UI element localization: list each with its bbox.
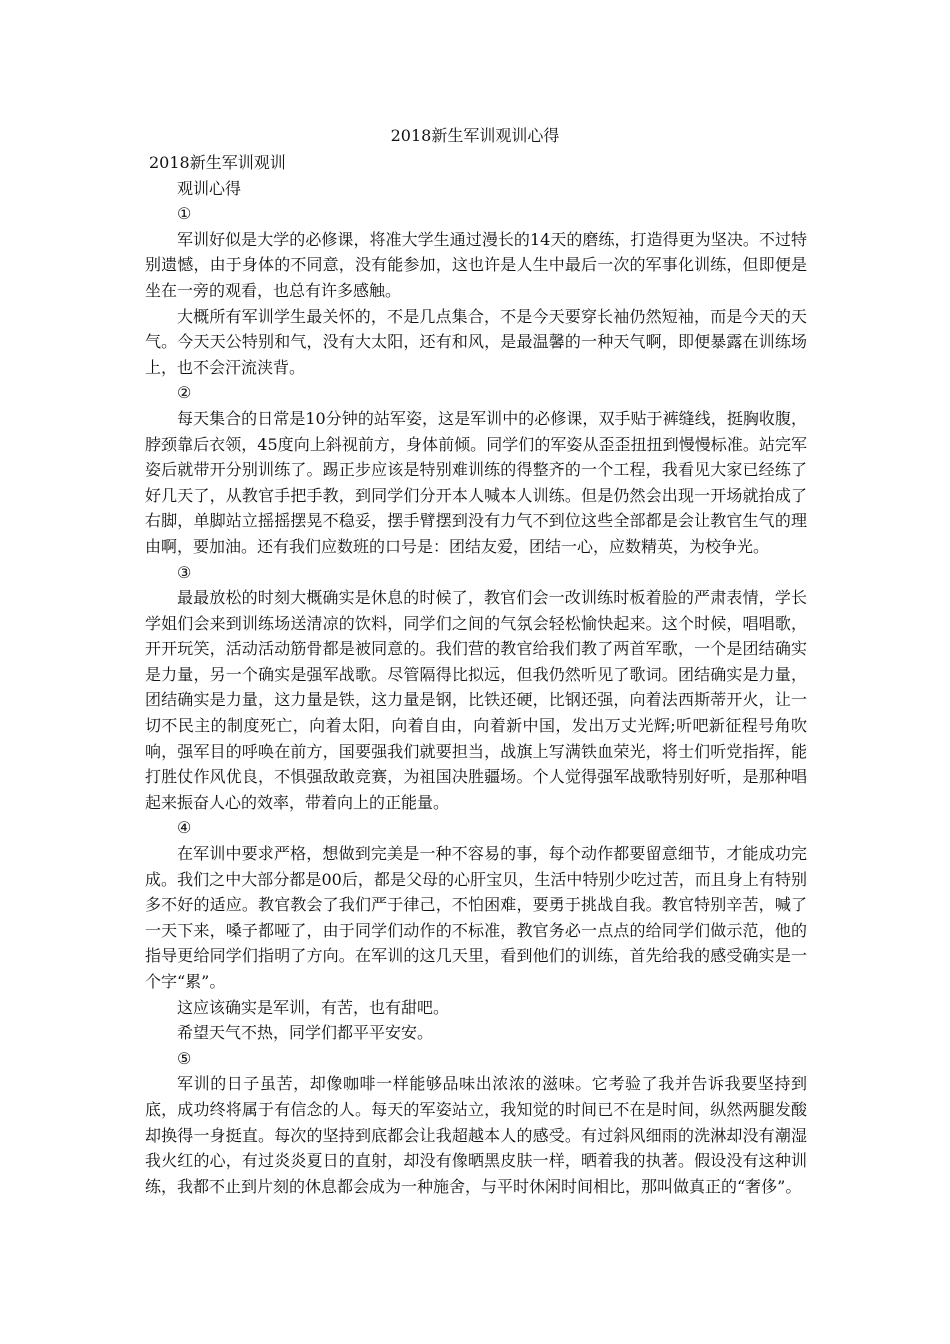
section-3 xyxy=(145,560,807,816)
paragraph: 大概所有军训学生最关怀的，不是几点集合，不是今天要穿长袖仍然短袖，而是今天的天气。今天天公特别和气，没有大太阳，还有和风，是最温馨的一种天气啊，即便暴露在训练场上，也不会汗流浃背。 xyxy=(145,306,807,377)
section-4 xyxy=(145,815,807,1045)
paragraph: 军训好似是大学的必修课，将准大学生通过漫长的14天的磨练，打造得更为坚决。不过特别遗憾，由于身体的不同意，没有能参加，这也许是人生中最后一次的军事化训练，但即便是坐在一旁的观看，也总有许多感触。 xyxy=(145,229,807,300)
section-marker: ② xyxy=(177,383,192,403)
section-heading: 观训心得 xyxy=(177,178,242,198)
section-5 xyxy=(145,1046,807,1200)
paragraph: 在军训中要求严格，想做到完美是一种不容易的事，每个动作都要留意细节，才能成功完成。我们之中大部分都是00后，都是父母的心肝宝贝，生活中特别少吃过苦，而且身上有特别多不好的适应。教官教会了我们严于律己，不怕困难，要勇于挑战自我。教官特别辛苦，喊了一天下来，嗓子都哑了，由于同学们动作的不标准，教官务必一点点的给同学们做示范，他的指导更给同学们指明了方向。在军训的这几天里，看到他们的训练，首先给我的感受确实是一个字“累”。 xyxy=(145,844,807,991)
section-marker: ④ xyxy=(177,818,192,838)
paragraph: 这应该确实是军训，有苦，也有甜吧。 xyxy=(177,997,450,1017)
section-1 xyxy=(145,201,807,380)
document-subtitle: 2018新生军训观训 xyxy=(149,153,286,172)
section-2 xyxy=(145,380,807,559)
paragraph: 军训的日子虽苦，却像咖啡一样能够品味出浓浓的滋味。它考验了我并告诉我要坚持到底，成功终将属于有信念的人。每天的军姿站立，我知觉的时间已不在是时间，纵然两腿发酸却换得一身挺直。每次的坚持到底都会让我超越本人的感受。有过斜风细雨的洗淋却没有潮湿我火红的心，有过炎炎夏日的直射，却没有像晒黑皮肤一样，晒着我的执著。假设没有这种训练，我都不止到片刻的休息都会成为一种施舍，与平时休闲时间相比，那叫做真正的“奢侈”。 xyxy=(145,1074,807,1196)
paragraph: 每天集合的日常是10分钟的站军姿，这是军训中的必修课，双手贴于裤缝线，挺胸收腹，脖颈靠后衣领，45度向上斜视前方，身体前倾。同学们的军姿从歪歪扭扭到慢慢标准。站完军姿后就带开分别训练了。踢正步应该是特别难训练的得整齐的一个工程，我看见大家已经练了好几天了，从教官手把手教，到同学们分开本人喊本人训练。但是仍然会出现一开场就抬成了右脚，单脚站立摇摇摆晃不稳妥，摆手臂摆到没有力气不到位这些全部都是会让教官生气的理由啊，要加油。还有我们应数班的口号是：团结友爱，团结一心，应数精英，为校争光。 xyxy=(145,408,807,556)
document-title: 2018新生军训观训心得 xyxy=(390,126,560,145)
section-marker: ③ xyxy=(177,562,192,582)
document-body xyxy=(145,150,807,1199)
section-marker: ① xyxy=(177,204,192,224)
paragraph: 希望天气不热，同学们都平平安安。 xyxy=(177,1023,434,1043)
paragraph: 最最放松的时刻大概确实是休息的时候了，教官们会一改训练时板着脸的严肃表情，学长学姐们会来到训练场送清凉的饮料，同学们之间的气氛会轻松愉快起来。这个时候，唱唱歌，开开玩笑，活动活动筋骨都是被同意的。我们营的教官给我们教了两首军歌，一个是团结确实是力量，另一个确实是强军战歌。尽管隔得比拟远，但我仍然听见了歌词。团结确实是力量，团结确实是力量，这力量是铁，这力量是钢，比铁还硬，比钢还强，向着法西斯蒂开火，让一切不民主的制度死亡，向着太阳，向着自由，向着新中国，发出万丈光辉;听吧新征程号角吹响，强军目的呼唤在前方，国要强我们就要担当，战旗上写满铁血荣光，将士们听党指挥，能打胜仗作风优良，不惧强敌敢竞赛，为祖国决胜疆场。个人觉得强军战歌特别好听，是那种唱起来振奋人心的效率，带着向上的正能量。 xyxy=(145,588,807,812)
section-marker: ⑤ xyxy=(177,1048,192,1068)
